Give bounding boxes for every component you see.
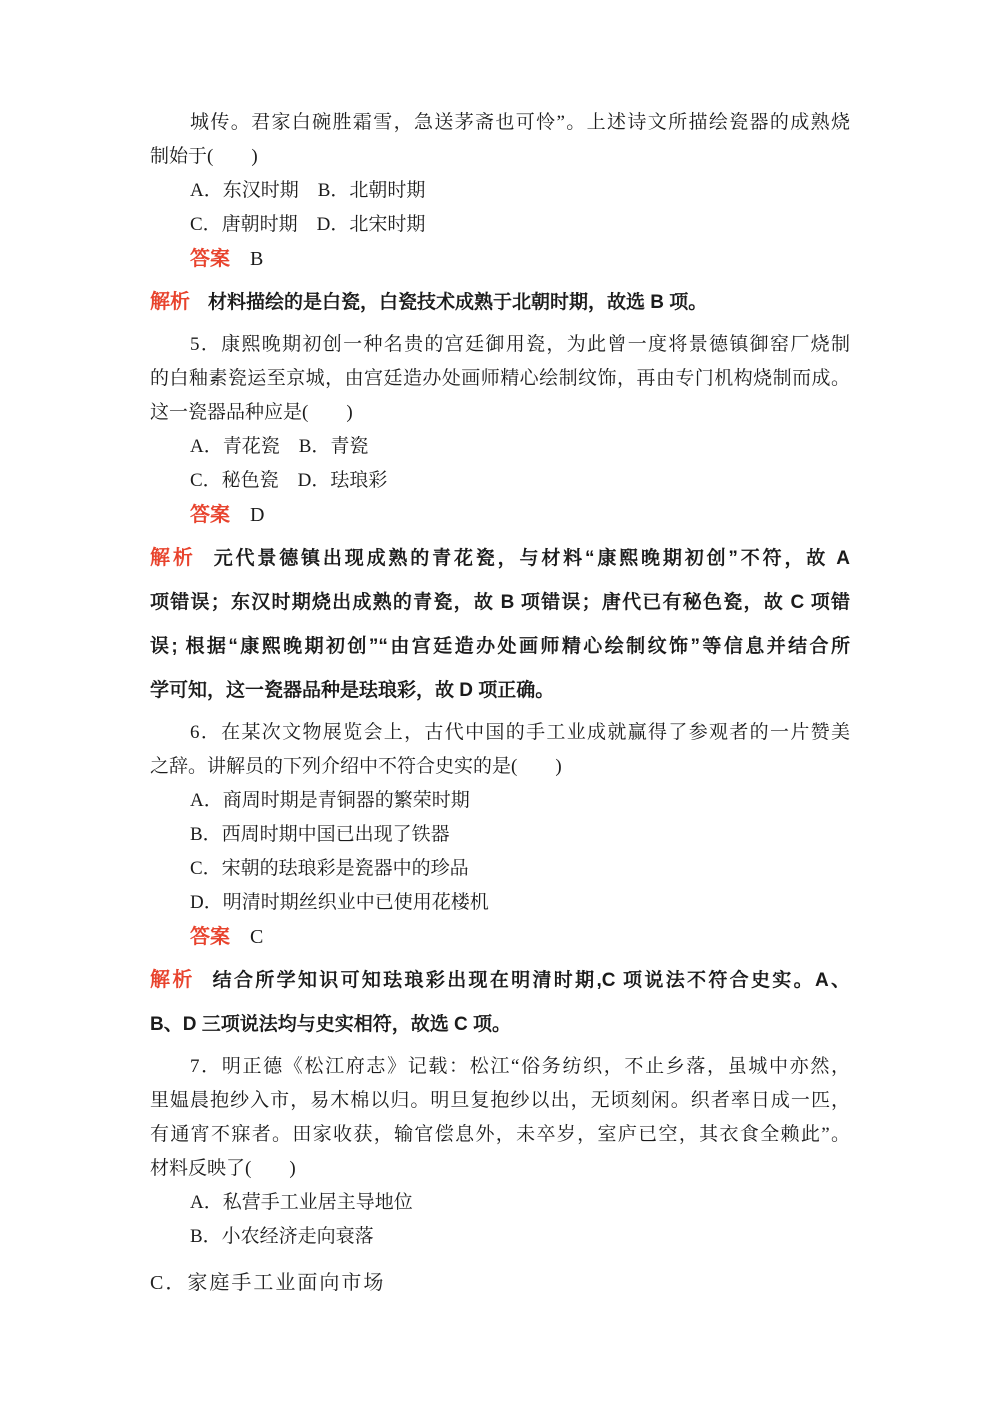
- question-stem-line: 城传。君家白碗胜霜雪，急送茅斋也可怜”。上述诗文所描绘瓷器的成熟烧: [190, 112, 850, 133]
- question-stem-line: 6．在某次文物展览会上，古代中国的手工业成就赢得了参观者的一片赞美: [190, 722, 850, 743]
- answer-line: [150, 920, 850, 955]
- analysis-text: 结合所学知识可知珐琅彩出现在明清时期,C 项说法不符合史实。A、: [212, 970, 850, 991]
- question-stem-line: 里媪晨抱纱入市，易木棉以归。明旦复抱纱以出，无顷刻闲。织者率日成一匹，: [150, 1090, 850, 1111]
- analysis-line: 误; 根据“康熙晚期初创”“由宫廷造办处画师精心绘制纹饰”等信息并结合所: [150, 636, 850, 657]
- option-row: C．唐朝时期 D．北宋时期: [190, 214, 426, 235]
- option-row: A．青花瓷 B．青瓷: [190, 436, 369, 457]
- analysis-line: [150, 280, 850, 325]
- question-stem-line: 材料反映了( ): [150, 1158, 296, 1179]
- analysis-block: [150, 280, 850, 325]
- answer-label: 答案: [190, 504, 230, 526]
- question-stem-line: 的白釉素瓷运至京城，由宫廷造办处画师精心绘制纹饰，再由专门机构烧制而成。: [150, 368, 850, 389]
- analysis-line: 学可知，这一瓷器品种是珐琅彩，故 D 项正确。: [150, 680, 555, 701]
- analysis-line: [150, 958, 850, 1003]
- option-row: A．商周时期是青铜器的繁荣时期: [190, 790, 470, 811]
- analysis-text: 材料描绘的是白瓷，白瓷技术成熟于北朝时期，故选 B 项。: [208, 292, 708, 313]
- answer-value: C: [250, 926, 264, 948]
- option-row-margin: C．家庭手工业面向市场: [150, 1272, 386, 1294]
- analysis-block: [150, 536, 850, 713]
- option-row: C．秘色瓷 D．珐琅彩: [190, 470, 388, 491]
- analysis-block: [150, 958, 850, 1047]
- analysis-line: [150, 536, 850, 581]
- option-row: C．宋朝的珐琅彩是瓷器中的珍品: [190, 858, 469, 879]
- question-stem-line: 之辞。讲解员的下列介绍中不符合史实的是( ): [150, 756, 562, 777]
- analysis-text: 元代景德镇出现成熟的青花瓷，与材料“康熙晚期初创”不符，故 A: [213, 548, 850, 569]
- answer-label: 答案: [190, 248, 230, 270]
- analysis-line: B、D 三项说法均与史实相符，故选 C 项。: [150, 1014, 512, 1035]
- answer-value: D: [250, 504, 265, 526]
- option-row: B．西周时期中国已出现了铁器: [190, 824, 450, 845]
- analysis-label: 解析: [150, 969, 195, 991]
- analysis-label: 解析: [150, 547, 196, 569]
- question-stem-line: 5．康熙晚期初创一种名贵的宫廷御用瓷，为此曾一度将景德镇御窑厂烧制: [190, 334, 850, 355]
- question-stem-line: 这一瓷器品种应是( ): [150, 402, 353, 423]
- answer-value: B: [250, 248, 264, 270]
- answer-line: [150, 498, 850, 533]
- question-stem-line: 制始于( ): [150, 146, 258, 167]
- option-row: B．小农经济走向衰落: [190, 1226, 374, 1247]
- analysis-label: 解析: [150, 291, 190, 313]
- question-stem-line: 有通宵不寐者。田家收获，输官偿息外，未卒岁，室庐已空，其衣食全赖此”。: [150, 1124, 850, 1145]
- question-stem-line: 7．明正德《松江府志》记载：松江“俗务纺织，不止乡落，虽城中亦然，: [190, 1056, 850, 1077]
- option-row: D．明清时期丝织业中已使用花楼机: [190, 892, 489, 913]
- answer-label: 答案: [190, 926, 230, 948]
- answer-line: [150, 242, 850, 277]
- option-row: A．东汉时期 B．北朝时期: [190, 180, 426, 201]
- content: [150, 106, 850, 1300]
- option-row: A．私营手工业居主导地位: [190, 1192, 413, 1213]
- analysis-line: 项错误；东汉时期烧出成熟的青瓷，故 B 项错误；唐代已有秘色瓷，故 C 项错: [150, 592, 850, 613]
